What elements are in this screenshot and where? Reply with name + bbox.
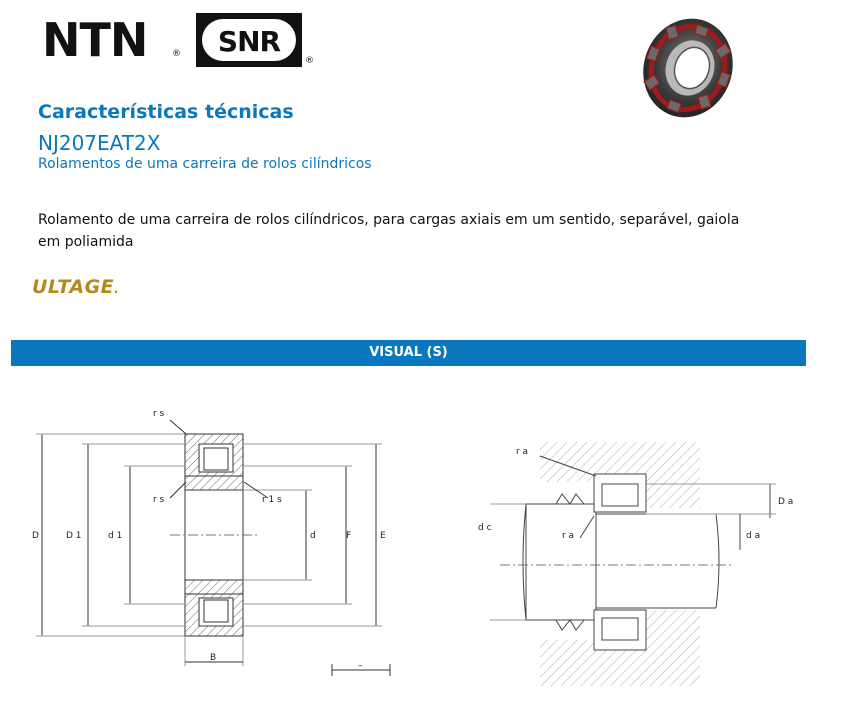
label-dc: d c — [478, 523, 492, 533]
label-F: F — [346, 531, 352, 541]
label-da: d a — [746, 531, 761, 541]
ntn-logo — [42, 16, 182, 62]
label-D: D — [32, 531, 39, 541]
ntn-registered-mark: ® — [172, 49, 181, 59]
label-E: E — [380, 531, 386, 541]
snr-logo-text: SNR — [217, 25, 281, 58]
ultage-logo-text: ULTAGE — [32, 276, 115, 298]
visual-section-bar[interactable]: VISUAL (S) — [11, 340, 806, 366]
label-d: d — [310, 531, 316, 541]
label-Da: D a — [778, 497, 794, 507]
label-rs-top: r s — [153, 409, 165, 419]
mounting-dimension-drawing — [470, 430, 810, 690]
product-description: Rolamento de uma carreira de rolos cilíndricos, para cargas axiais em um sentido, separável, gaiola em poliamida — [38, 212, 740, 250]
label-ra-top: r a — [516, 447, 529, 457]
label-r1s: r 1 s — [262, 495, 282, 505]
bearing-product-image — [632, 10, 736, 122]
label-d1: d 1 — [108, 531, 123, 541]
section-heading: Características técnicas — [38, 101, 294, 123]
product-family: Rolamentos de uma carreira de rolos cilíndricos — [38, 156, 372, 172]
label-scale: – — [358, 661, 363, 671]
product-code: NJ207EAT2X — [38, 131, 161, 155]
label-D1: D 1 — [66, 531, 82, 541]
ntn-logo-text: NTN — [42, 16, 148, 62]
label-B: B — [210, 653, 217, 663]
ultage-logo: ULTAGE. — [32, 276, 120, 298]
label-rs-inner: r s — [153, 495, 165, 505]
label-ra-inner: r a — [562, 531, 575, 541]
snr-registered-mark: ® — [305, 56, 314, 66]
snr-logo — [196, 13, 316, 67]
bearing-dimension-drawing — [20, 398, 410, 688]
